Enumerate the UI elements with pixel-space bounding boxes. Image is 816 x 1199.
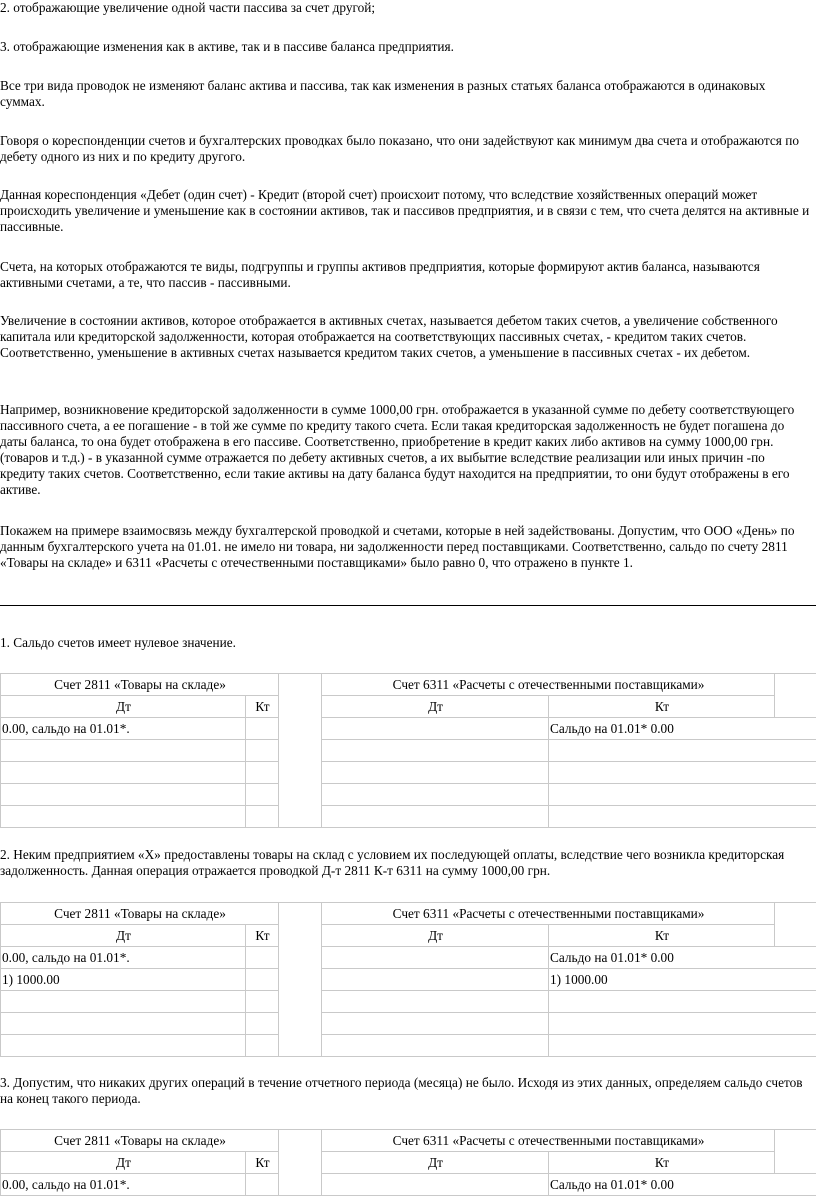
paragraph: Данная кореспонденция «Дебет (один счет) - Кредит (второй счет) происхоит потому, что вследствие хозяйственных операций может происходить увеличение и уменьшение как в состоянии активов, так и пассивов предприятия, и в связи с тем, что счета делятся на активные и пассивные. bbox=[0, 187, 810, 234]
debit-header: Дт bbox=[1, 696, 246, 718]
debit-header: Дт bbox=[1, 1152, 246, 1174]
paragraph: Счета, на которых отображаются те виды, подгруппы и группы активов предприятия, которые формируют актив баланса, называются активными счетами, а те, что пассив - пассивными. bbox=[0, 259, 760, 290]
step-text: 1. Сальдо счетов имеет нулевое значение. bbox=[0, 635, 236, 650]
table-row bbox=[1, 784, 816, 806]
account-table-1 bbox=[0, 673, 816, 828]
account-table-2 bbox=[0, 902, 816, 1057]
table-row bbox=[1, 991, 816, 1013]
credit-header: Кт bbox=[246, 1152, 279, 1174]
paragraph: 3. отображающие изменения как в активе, так и в пассиве баланса предприятия. bbox=[0, 39, 454, 54]
debit-header: Дт bbox=[322, 1152, 549, 1174]
paragraph: 2. отображающие увеличение одной части пассива за счет другой; bbox=[0, 0, 376, 15]
step-text: 3. Допустим, что никаких других операций в течение отчетного периода (месяца) не было. Исходя из этих данных, определяем сальдо счетов на конец такого периода. bbox=[0, 1075, 803, 1106]
paragraph: Например, возникновение кредиторской задолженности в сумме 1000,00 грн. отображается в указанной сумме по дебету соответствующего пассивного счета, а ее погашение - в той же сумме по кредиту такого счета. Если такая кредиторская задолженность не будет погашена до даты баланса, то она будет отображена в его пассиве. Соответственно, приобретение в кредит каких либо активов на сумму 1000,00 грн. (товаров и т.д.) - в указанной сумме отражается по дебету активных счетов, а их выбытие вследствие реализации или иных причин -по кредиту таких счетов. Соответственно, если такие активы на дату баланса будут находится на предприятии, то они будут отображены в его активе. bbox=[0, 402, 795, 497]
left-account-title: Счет 2811 «Товары на складе» bbox=[1, 903, 279, 925]
debit-header: Дт bbox=[1, 925, 246, 947]
step-text: 2. Неким предприятием «Х» предоставлены товары на склад с условием их последующей оплаты, вследствие чего возникла кредиторская задолженность. Данная операция отражается проводкой Д-т 2811 К-т 6311 на сумму 1000,00 грн. bbox=[0, 847, 785, 878]
credit-header: Кт bbox=[549, 925, 775, 947]
left-account-title: Счет 2811 «Товары на складе» bbox=[1, 1130, 279, 1152]
right-account-title: Счет 6311 «Расчеты с отечественными поставщиками» bbox=[322, 1130, 775, 1152]
table-row: 0.00, сальдо на 01.01*. Сальдо на 01.01* 0.00 bbox=[1, 947, 816, 969]
horizontal-rule bbox=[0, 605, 816, 606]
paragraph: Все три вида проводок не изменяют баланс актива и пассива, так как изменения в разных статьях баланса отображаются в одинаковых суммах. bbox=[0, 78, 766, 109]
debit-header: Дт bbox=[322, 925, 549, 947]
paragraph: Говоря о кореспонденции счетов и бухгалтерских проводках было показано, что они задействуют как минимум два счета и отображаются по дебету одного из них и по кредиту другого. bbox=[0, 133, 800, 164]
table-row bbox=[1, 1035, 816, 1057]
table-row: 0.00, сальдо на 01.01*. Сальдо на 01.01* 0.00 bbox=[1, 1174, 816, 1196]
account-table-3 bbox=[0, 1129, 816, 1196]
paragraph: Покажем на примере взаимосвязь между бухгалтерской проводкой и счетами, которые в ней задействованы. Допустим, что ООО «День» по данным бухгалтерского учета на 01.01. не имело ни товара, ни задолженности перед поставщиками. Соответственно, сальдо по счету 2811 «Товары на складе» и 6311 «Расчеты с отечественными поставщиками» было равно 0, что отражено в пункте 1. bbox=[0, 523, 795, 570]
table-row bbox=[1, 1013, 816, 1035]
credit-header: Кт bbox=[246, 925, 279, 947]
table-row bbox=[1, 806, 816, 828]
paragraph: Увеличение в состоянии активов, которое отображается в активных счетах, называется дебетом таких счетов, а увеличение собственного капитала или кредиторской задолженности, которая отображается на соответствующих пассивных счетах, - кредитом таких счетов. Соответственно, уменьшение в активных счетах называется кредитом таких счетов, а уменьшение в пассивных счетах - их дебетом. bbox=[0, 313, 778, 360]
table-row bbox=[1, 740, 816, 762]
right-account-title: Счет 6311 «Расчеты с отечественными поставщиками» bbox=[322, 903, 775, 925]
left-account-title: Счет 2811 «Товары на складе» bbox=[1, 674, 279, 696]
credit-header: Кт bbox=[549, 696, 775, 718]
table-row: 1) 1000.00 1) 1000.00 bbox=[1, 969, 816, 991]
right-account-title: Счет 6311 «Расчеты с отечественными поставщиками» bbox=[322, 674, 775, 696]
table-row bbox=[1, 762, 816, 784]
credit-header: Кт bbox=[549, 1152, 775, 1174]
table-row: 0.00, сальдо на 01.01*. Сальдо на 01.01* 0.00 bbox=[1, 718, 816, 740]
debit-header: Дт bbox=[322, 696, 549, 718]
credit-header: Кт bbox=[246, 696, 279, 718]
